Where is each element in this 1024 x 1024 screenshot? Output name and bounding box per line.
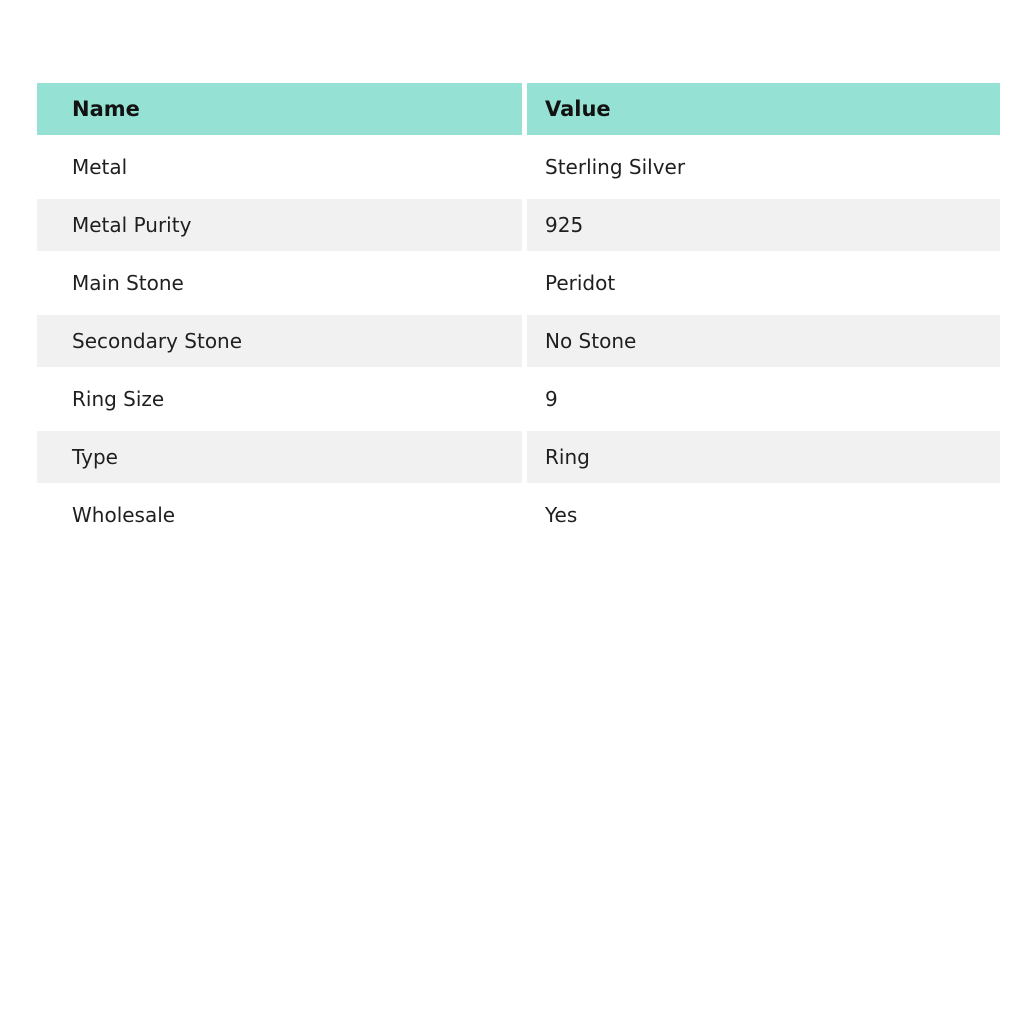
- column-header-value: Value: [527, 83, 1000, 135]
- cell-attribute-value: No Stone: [527, 315, 1000, 367]
- column-header-name: Name: [37, 83, 522, 135]
- cell-attribute-value: Sterling Silver: [527, 141, 1000, 193]
- cell-attribute-value: 9: [527, 373, 1000, 425]
- product-attributes-table: [37, 83, 1000, 541]
- cell-attribute-name: Metal Purity: [37, 199, 522, 251]
- cell-attribute-value: 925: [527, 199, 1000, 251]
- cell-attribute-value: Ring: [527, 431, 1000, 483]
- cell-attribute-name: Ring Size: [37, 373, 522, 425]
- cell-attribute-value: Yes: [527, 489, 1000, 541]
- cell-attribute-name: Main Stone: [37, 257, 522, 309]
- cell-attribute-value: Peridot: [527, 257, 1000, 309]
- cell-attribute-name: Metal: [37, 141, 522, 193]
- cell-attribute-name: Wholesale: [37, 489, 522, 541]
- cell-attribute-name: Type: [37, 431, 522, 483]
- cell-attribute-name: Secondary Stone: [37, 315, 522, 367]
